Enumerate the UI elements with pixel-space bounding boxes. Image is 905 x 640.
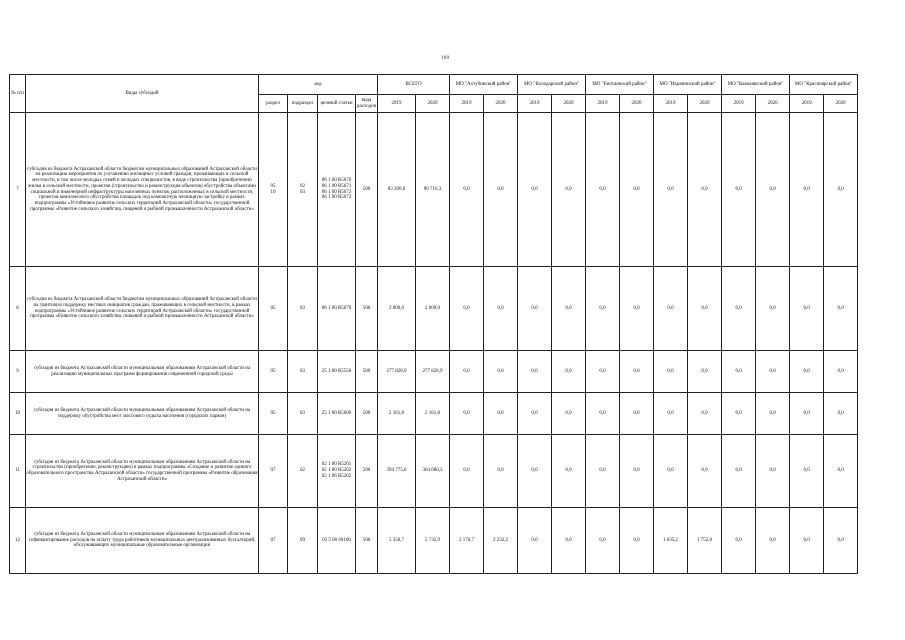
subsidy-description: субсидия из бюджета Астраханской области бюджетам муниципальных образований Астраханской области на грантовую поддержку местных инициатив граждан, проживающих в сельской местности, в рамках подпрограммы «Устойчивое развитие сельских территорий Астраханской области» государственной программы «Развитие сельского хозяйства, пищевой и рыбной промышленности Астраханской области» [26,267,259,351]
district-value: 0,0 [790,435,824,508]
district-value: 0,0 [620,267,654,351]
district-value: 0,0 [722,508,756,574]
district-value: 0,0 [552,113,586,267]
district-value: 0,0 [688,393,722,435]
district-value: 0,0 [790,267,824,351]
podrazdel-code-line: 02 [300,468,305,474]
district-value: 0,0 [824,508,858,574]
district-value: 0,0 [756,435,790,508]
district-value: 0,0 [824,113,858,267]
district-value: 0,0 [688,351,722,393]
district-value: 2 332,2 [484,508,518,574]
district-value: 0,0 [552,351,586,393]
table-row [10,393,858,435]
csr-code-line: 06 1 00 R5673 [321,195,352,201]
razdel-code [259,113,288,267]
csr-code-line: 06 1 00 R5672 [321,189,352,195]
district-value: 0,0 [586,508,620,574]
csr-code [318,508,356,574]
subsidy-description: субсидия из бюджета Астраханской области муниципальным образованиям Астраханской области на реализацию муниципальных программ формирования современной городской среды [26,351,259,393]
razdel-code-line: 05 [270,368,276,374]
district-value: 0,0 [654,435,688,508]
district-value: 0,0 [518,113,552,267]
district-value: 0,0 [824,351,858,393]
podrazdel-code-line: 03 [300,368,305,374]
district-value: 2 176,7 [450,508,484,574]
col-district-header: МО "Ахтубинский район" [450,75,518,95]
district-value: 0,0 [484,393,518,435]
district-value: 0,0 [450,393,484,435]
vr-code: 500 [356,435,378,508]
year-header: 2019 [790,95,824,113]
table-header [10,75,858,113]
row-number: 10 [10,393,26,435]
district-value: 0,0 [484,351,518,393]
year-header: 2019 [654,95,688,113]
district-value: 0,0 [552,435,586,508]
total-value: 5 350,7 [378,508,416,574]
table-row [10,435,858,508]
subsidy-description: субсидия из бюджета Астраханской области бюджетам муниципальных образований Астраханской области на реализацию мероприятия по улучшению жилищных условий граждан, проживающих в сельской местности, в том числе молодых семей и молодых специалистов, в виде строительства (приобретения) жилья в сельской местности, проектов (строительство и реконструкция объектов) обустройства объектами социальной и инженерной инфраструктуры населенных пунктов, расположенных в сельской местности, проектов комплексного обустройства площадок под компактную жилищную застройку в рамках подпрограммы «Устойчивое развитие сельских территорий Астраханской области» государственной программы «Развитие сельского хозяйства, пищевой и рыбной промышленности Астраханской области» [26,113,259,267]
csr-code-line: 25 1 00 R5550 [321,368,352,374]
podrazdel-code [288,351,318,393]
year-header: 2019 [450,95,484,113]
district-value: 0,0 [722,267,756,351]
table-row [10,351,858,393]
district-value: 0,0 [586,393,620,435]
podrazdel-code [288,267,318,351]
razdel-code-line: 05 [270,183,276,189]
year-header: 2019 [518,95,552,113]
district-value: 0,0 [518,267,552,351]
district-value: 0,0 [586,267,620,351]
district-value: 0,0 [790,351,824,393]
csr-code-line: 02 5 00 60100 [322,537,351,543]
page-number: 100 [441,56,450,61]
district-value: 0,0 [620,351,654,393]
total-value: 90 716,3 [416,113,450,267]
district-value: 0,0 [518,351,552,393]
csr-code-line: 02 1 06 R5202 [321,473,352,479]
district-value: 0,0 [620,113,654,267]
year-header: 2019 [586,95,620,113]
vr-code: 500 [356,267,378,351]
podrazdel-code [288,393,318,435]
csr-code-line: 06 1 00 R5671 [321,183,352,189]
table-row [10,508,858,574]
csr-code [318,351,356,393]
district-value: 0,0 [722,351,756,393]
district-value: 0,0 [756,113,790,267]
year-header: 2019 [378,95,416,113]
csr-code [318,113,356,267]
district-value: 0,0 [756,508,790,574]
district-value: 0,0 [620,435,654,508]
district-value: 0,0 [654,113,688,267]
district-value: 0,0 [484,113,518,267]
vr-code: 500 [356,113,378,267]
year-header: 2020 [756,95,790,113]
district-value: 0,0 [484,435,518,508]
podrazdel-code-line: 09 [300,537,305,543]
district-value: 0,0 [654,393,688,435]
district-value: 0,0 [450,435,484,508]
district-value: 0,0 [756,393,790,435]
district-value: 0,0 [654,351,688,393]
district-value: 1 752,0 [688,508,722,574]
table-body [10,113,858,574]
district-value: 0,0 [518,435,552,508]
year-header: 2020 [484,95,518,113]
district-value: 0,0 [722,393,756,435]
district-value: 0,0 [688,113,722,267]
district-value: 0,0 [790,508,824,574]
district-value: 0,0 [654,267,688,351]
district-value: 1 635,2 [654,508,688,574]
subsidy-description: субсидия из бюджета Астраханской области муниципальным образованиям Астраханской области на поддержку обустройства мест массового отдыха населения (городских парков) [26,393,259,435]
col-podrazdel-header: подраздел [288,95,318,113]
subsidy-table [9,74,858,574]
total-value: 364 680,3 [416,435,450,508]
subsidy-description: субсидия из бюджета Астраханской области муниципальным образованиям Астраханской области на софинансирование расходов на оплату труда работников муниципальных централизованных бухгалтерий, обслуживающих муниципальные образовательные организации [26,508,259,574]
year-header: 2020 [552,95,586,113]
total-value: 5 732,9 [416,508,450,574]
csr-code [318,393,356,435]
row-number: 8 [10,267,26,351]
district-value: 0,0 [552,393,586,435]
csr-code-line: 25 1 00 R5600 [321,410,352,416]
total-value: 83 200,6 [378,113,416,267]
csr-code-line: 06 1 00 R5670 [321,178,352,183]
district-value: 0,0 [620,393,654,435]
razdel-code-line: 05 [270,410,276,416]
col-total-header: ВСЕГО [378,75,450,95]
col-district-header: МО "Красноярский район" [790,75,858,95]
total-value: 277 828,9 [416,351,450,393]
district-value: 0,0 [518,508,552,574]
podrazdel-code-line: 02 [300,183,305,189]
district-value: 0,0 [552,267,586,351]
csr-code [318,267,356,351]
district-value: 0,0 [586,351,620,393]
total-value: 2 000,0 [416,267,450,351]
row-number: 12 [10,508,26,574]
col-razdel-header: раздел [259,95,288,113]
podrazdel-code-line: 03 [300,305,305,311]
razdel-code [259,351,288,393]
col-district-header: МО "Икрянинский район" [654,75,722,95]
district-value: 0,0 [552,508,586,574]
csr-code [318,435,356,508]
district-value: 0,0 [790,393,824,435]
total-value: 2 161,8 [378,393,416,435]
district-value: 0,0 [824,435,858,508]
razdel-code-line: 10 [270,189,276,195]
razdel-code-line: 07 [270,537,276,543]
district-value: 0,0 [756,351,790,393]
razdel-code [259,508,288,574]
vr-code: 500 [356,508,378,574]
row-number: 7 [10,113,26,267]
row-number: 11 [10,435,26,508]
district-value: 0,0 [688,435,722,508]
district-value: 0,0 [722,435,756,508]
district-value: 0,0 [756,267,790,351]
year-header: 2020 [688,95,722,113]
year-header: 2020 [620,95,654,113]
district-value: 0,0 [586,435,620,508]
total-value: 394 775,6 [378,435,416,508]
csr-code-line: 06 1 00 R5670 [321,305,352,311]
podrazdel-code [288,508,318,574]
col-district-header: МО "Енотаевский район" [586,75,654,95]
district-value: 0,0 [586,113,620,267]
vr-code: 500 [356,351,378,393]
table-row [10,267,858,351]
subsidy-description: субсидия из бюджета Астраханской области муниципальным образованиям Астраханской области на строительство (приобретение, реконструкцию) в рамках подпрограммы «Создание и развитие единого образовательного пространства Астраханской области» государственной программы «Развитие образования Астраханской области» [26,435,259,508]
district-value: 0,0 [824,393,858,435]
district-value: 0,0 [450,113,484,267]
razdel-code-line: 07 [270,468,276,474]
col-kod-header: код [259,75,378,95]
vr-code: 500 [356,393,378,435]
total-value: 2 000,0 [378,267,416,351]
district-value: 0,0 [620,508,654,574]
csr-code-line: 02 1 00 R5202 [321,468,352,474]
district-value: 0,0 [450,267,484,351]
district-value: 0,0 [484,267,518,351]
total-value: 2 161,8 [416,393,450,435]
year-header: 2020 [824,95,858,113]
col-types-header: Виды субсидий [26,75,259,113]
podrazdel-code [288,113,318,267]
district-value: 0,0 [790,113,824,267]
district-value: 0,0 [518,393,552,435]
col-district-header: МО "Камызякский район" [722,75,790,95]
razdel-code [259,267,288,351]
col-district-header: МО "Володарский район" [518,75,586,95]
razdel-code-line: 05 [270,305,276,311]
table-row [10,113,858,267]
col-vr-header: вида расходов [356,95,378,113]
csr-code-line: 02 1 00 R5201 [321,462,352,468]
total-value: 277 828,9 [378,351,416,393]
year-header: 2020 [416,95,450,113]
col-csr-header: целевой статьи [318,95,356,113]
podrazdel-code-line: 03 [300,189,305,195]
district-value: 0,0 [722,113,756,267]
razdel-code [259,435,288,508]
podrazdel-code-line: 03 [300,410,305,416]
district-value: 0,0 [688,267,722,351]
col-no-header: № п/п [10,75,26,113]
district-value: 0,0 [824,267,858,351]
district-value: 0,0 [450,351,484,393]
year-header: 2019 [722,95,756,113]
row-number: 9 [10,351,26,393]
razdel-code [259,393,288,435]
podrazdel-code [288,435,318,508]
